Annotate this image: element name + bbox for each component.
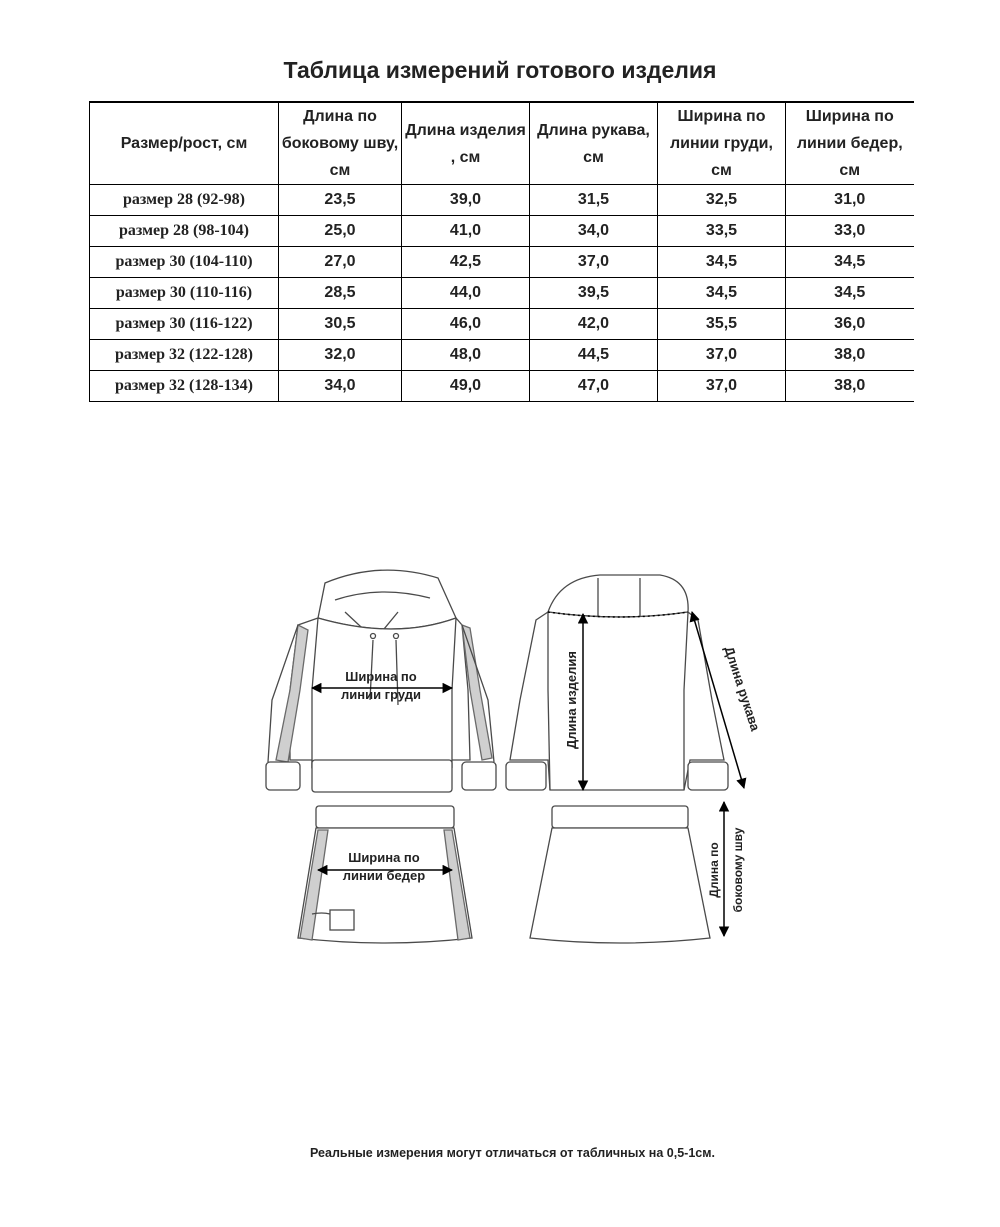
side-length-label-2: боковому шву [731, 827, 745, 913]
hip-width-label-1: Ширина по [348, 850, 420, 865]
header-sleeve-length: Длина рукава, см [530, 102, 658, 185]
size-label: размер 32 (122-128) [90, 340, 279, 371]
table-cell: 42,5 [402, 247, 530, 278]
table-cell: 41,0 [402, 216, 530, 247]
table-cell: 34,5 [658, 247, 786, 278]
size-label: размер 30 (116-122) [90, 309, 279, 340]
table-cell: 37,0 [658, 371, 786, 402]
footnote: Реальные измерения могут отличаться от табличных на 0,5-1см. [310, 1146, 715, 1160]
table-cell: 36,0 [786, 309, 914, 340]
skirt-back-drawing [530, 806, 710, 943]
table-cell: 31,5 [530, 185, 658, 216]
sleeve-length-label: Длина рукава [721, 644, 764, 733]
table-row [90, 340, 914, 371]
table-row [90, 185, 914, 216]
table-cell: 34,5 [658, 278, 786, 309]
size-table [89, 101, 914, 402]
table-cell: 48,0 [402, 340, 530, 371]
hip-width-label-2: линии бедер [342, 868, 426, 883]
table-header-row [90, 102, 914, 185]
table-cell: 44,0 [402, 278, 530, 309]
table-cell: 37,0 [530, 247, 658, 278]
table-cell: 33,0 [786, 216, 914, 247]
header-item-length: Длина изделия , см [402, 102, 530, 185]
table-cell: 47,0 [530, 371, 658, 402]
size-label: размер 32 (128-134) [90, 371, 279, 402]
chest-width-label-1: Ширина по [345, 669, 417, 684]
side-length-label-1: Длина по [707, 842, 721, 898]
size-label: размер 30 (104-110) [90, 247, 279, 278]
table-cell: 34,5 [786, 278, 914, 309]
table-cell: 32,5 [658, 185, 786, 216]
size-label: размер 28 (92-98) [90, 185, 279, 216]
table-cell: 23,5 [279, 185, 402, 216]
size-label: размер 28 (98-104) [90, 216, 279, 247]
table-cell: 31,0 [786, 185, 914, 216]
table-row [90, 309, 914, 340]
page-title: Таблица измерений готового изделия [283, 57, 717, 83]
table-cell: 30,5 [279, 309, 402, 340]
size-label: размер 30 (110-116) [90, 278, 279, 309]
table-cell: 39,0 [402, 185, 530, 216]
table-cell: 39,5 [530, 278, 658, 309]
table-cell: 38,0 [786, 340, 914, 371]
table-cell: 38,0 [786, 371, 914, 402]
table-cell: 34,5 [786, 247, 914, 278]
header-side-length: Длина по боковому шву, см [279, 102, 402, 185]
table-cell: 27,0 [279, 247, 402, 278]
table-cell: 33,5 [658, 216, 786, 247]
table-cell: 25,0 [279, 216, 402, 247]
table-cell: 35,5 [658, 309, 786, 340]
header-hip-width: Ширина по линии бедер, см [786, 102, 914, 185]
table-row [90, 216, 914, 247]
table-row [90, 247, 914, 278]
table-cell: 37,0 [658, 340, 786, 371]
hoodie-back-drawing [506, 575, 728, 790]
chest-width-label-2: линии груди [340, 687, 422, 702]
table-cell: 46,0 [402, 309, 530, 340]
table-cell: 49,0 [402, 371, 530, 402]
table-cell: 34,0 [279, 371, 402, 402]
table-cell: 42,0 [530, 309, 658, 340]
header-chest-width: Ширина по линии груди, см [658, 102, 786, 185]
table-cell: 32,0 [279, 340, 402, 371]
table-row [90, 371, 914, 402]
table-cell: 28,5 [279, 278, 402, 309]
item-length-label: Длина изделия [564, 651, 579, 749]
table-row [90, 278, 914, 309]
header-size: Размер/рост, см [90, 102, 279, 185]
table-cell: 44,5 [530, 340, 658, 371]
table-cell: 34,0 [530, 216, 658, 247]
garment-diagram [0, 560, 1000, 960]
